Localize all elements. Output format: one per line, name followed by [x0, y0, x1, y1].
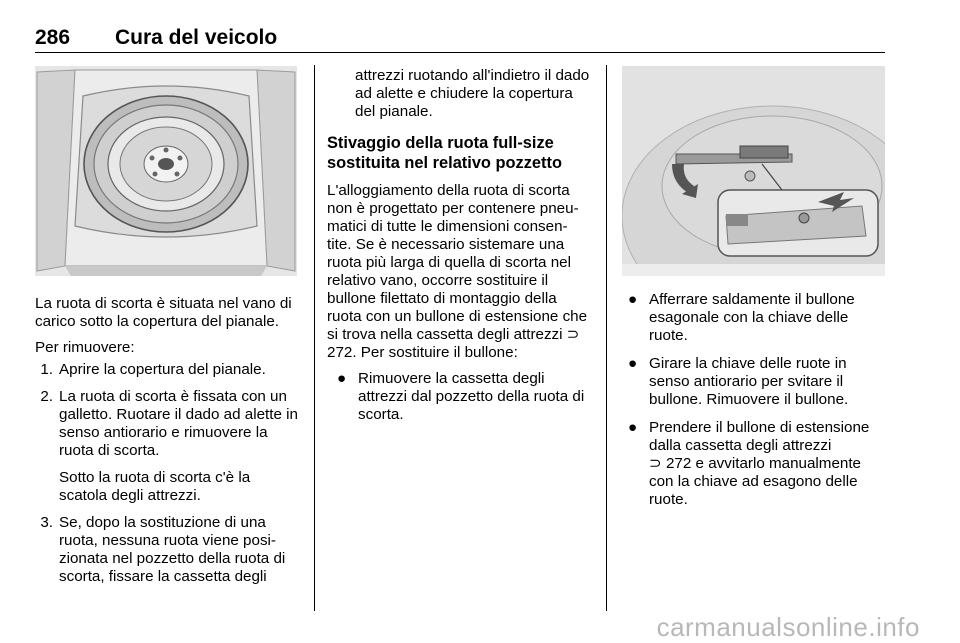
bullet-icon: ● [628, 291, 638, 308]
watermark: carmanualsonline.info [656, 612, 920, 642]
bullet-remove-toolbox [335, 370, 593, 424]
bullet-text-end: e avvitarlo manualmente con la chiave ad esagono delle ruote. [649, 455, 862, 508]
step-1 [35, 361, 300, 379]
step-3 [35, 514, 300, 586]
bullet-icon: ● [337, 370, 347, 387]
step-text: La ruota di scorta è fissata con un galletto. Ruotare il dado ad alette in senso antiorario e rimuovere la ruota di scorta. [59, 388, 298, 459]
section-title: Stivaggio della ruota full-size sostituita nel relativo pozzetto [327, 134, 562, 172]
extension-bolt-illustration [622, 66, 885, 276]
page-number: 286 [35, 26, 71, 49]
bullet-grip-bolt [626, 291, 888, 345]
column-divider-right [606, 65, 607, 611]
paragraph-text: L'alloggiamento della ruota di scorta non è progettato per contenere pneu‐ matici di tutte le dimensioni consen‐ tite. Se è necessario sistemare una ruota più larga di quella di scorta nel relativo vano, occorre sostituire il bullone filettato di montaggio della ruota con un bullone di estensione che si trova nella cassetta degli attrezzi [327, 182, 588, 343]
step-number: 3. [40, 514, 53, 531]
middle-column [327, 67, 593, 434]
step-2-note: Sotto la ruota di scorta c'è la scatola degli attrezzi. [59, 469, 251, 504]
bullet-turn-wrench [626, 355, 888, 409]
step-text: Se, dopo la sostituzione di una ruota, nessuna ruota viene posi‐ zionata nel pozzetto della ruota di scorta, fissare la cassetta degli [59, 514, 286, 585]
page-ref-icon: ⊃ [566, 326, 580, 343]
bullet-text: Rimuovere la cassetta degli attrezzi dal pozzetto della ruota di scorta. [358, 370, 585, 423]
step-number: 2. [40, 388, 53, 405]
page-ref-link[interactable]: 272 [665, 455, 692, 472]
bullet-text: Girare la chiave delle ruote in senso antiorario per svitare il bullone. Rimuovere il bullone. [649, 355, 849, 408]
spare-wheel-figure [35, 66, 297, 276]
continued-text: attrezzi ruotando all'indietro il dado ad alette e chiudere la copertura del pianale. [355, 67, 590, 120]
bullet-text: Prendere il bullone di estensione dalla cassetta degli attrezzi [649, 419, 870, 454]
paragraph-text-end: . Per sostituire il bullone: [352, 344, 518, 361]
spare-wheel-illustration [35, 66, 297, 276]
step-text: Aprire la copertura del pianale. [59, 361, 266, 378]
page-ref-link[interactable]: 272 [327, 344, 353, 361]
page-header [35, 26, 885, 53]
column-divider-left [314, 65, 315, 611]
bullet-text: Afferrare saldamente il bullone esagonale con la chiave delle ruote. [649, 291, 855, 344]
extension-bolt-figure [622, 66, 885, 276]
bullet-icon: ● [628, 419, 638, 436]
bullet-icon: ● [628, 355, 638, 372]
left-column [35, 295, 300, 595]
remove-label: Per rimuovere: [35, 339, 135, 356]
intro-paragraph: La ruota di scorta è situata nel vano di carico sotto la copertura del pianale. [35, 295, 292, 330]
bullet-extension-bolt [626, 419, 888, 509]
step-number: 1. [40, 361, 53, 378]
chapter-title: Cura del veicolo [115, 26, 278, 49]
right-column [626, 291, 888, 519]
body-paragraph [327, 182, 593, 362]
page-ref-icon: ⊃ [649, 455, 662, 472]
step-2 [35, 388, 300, 505]
